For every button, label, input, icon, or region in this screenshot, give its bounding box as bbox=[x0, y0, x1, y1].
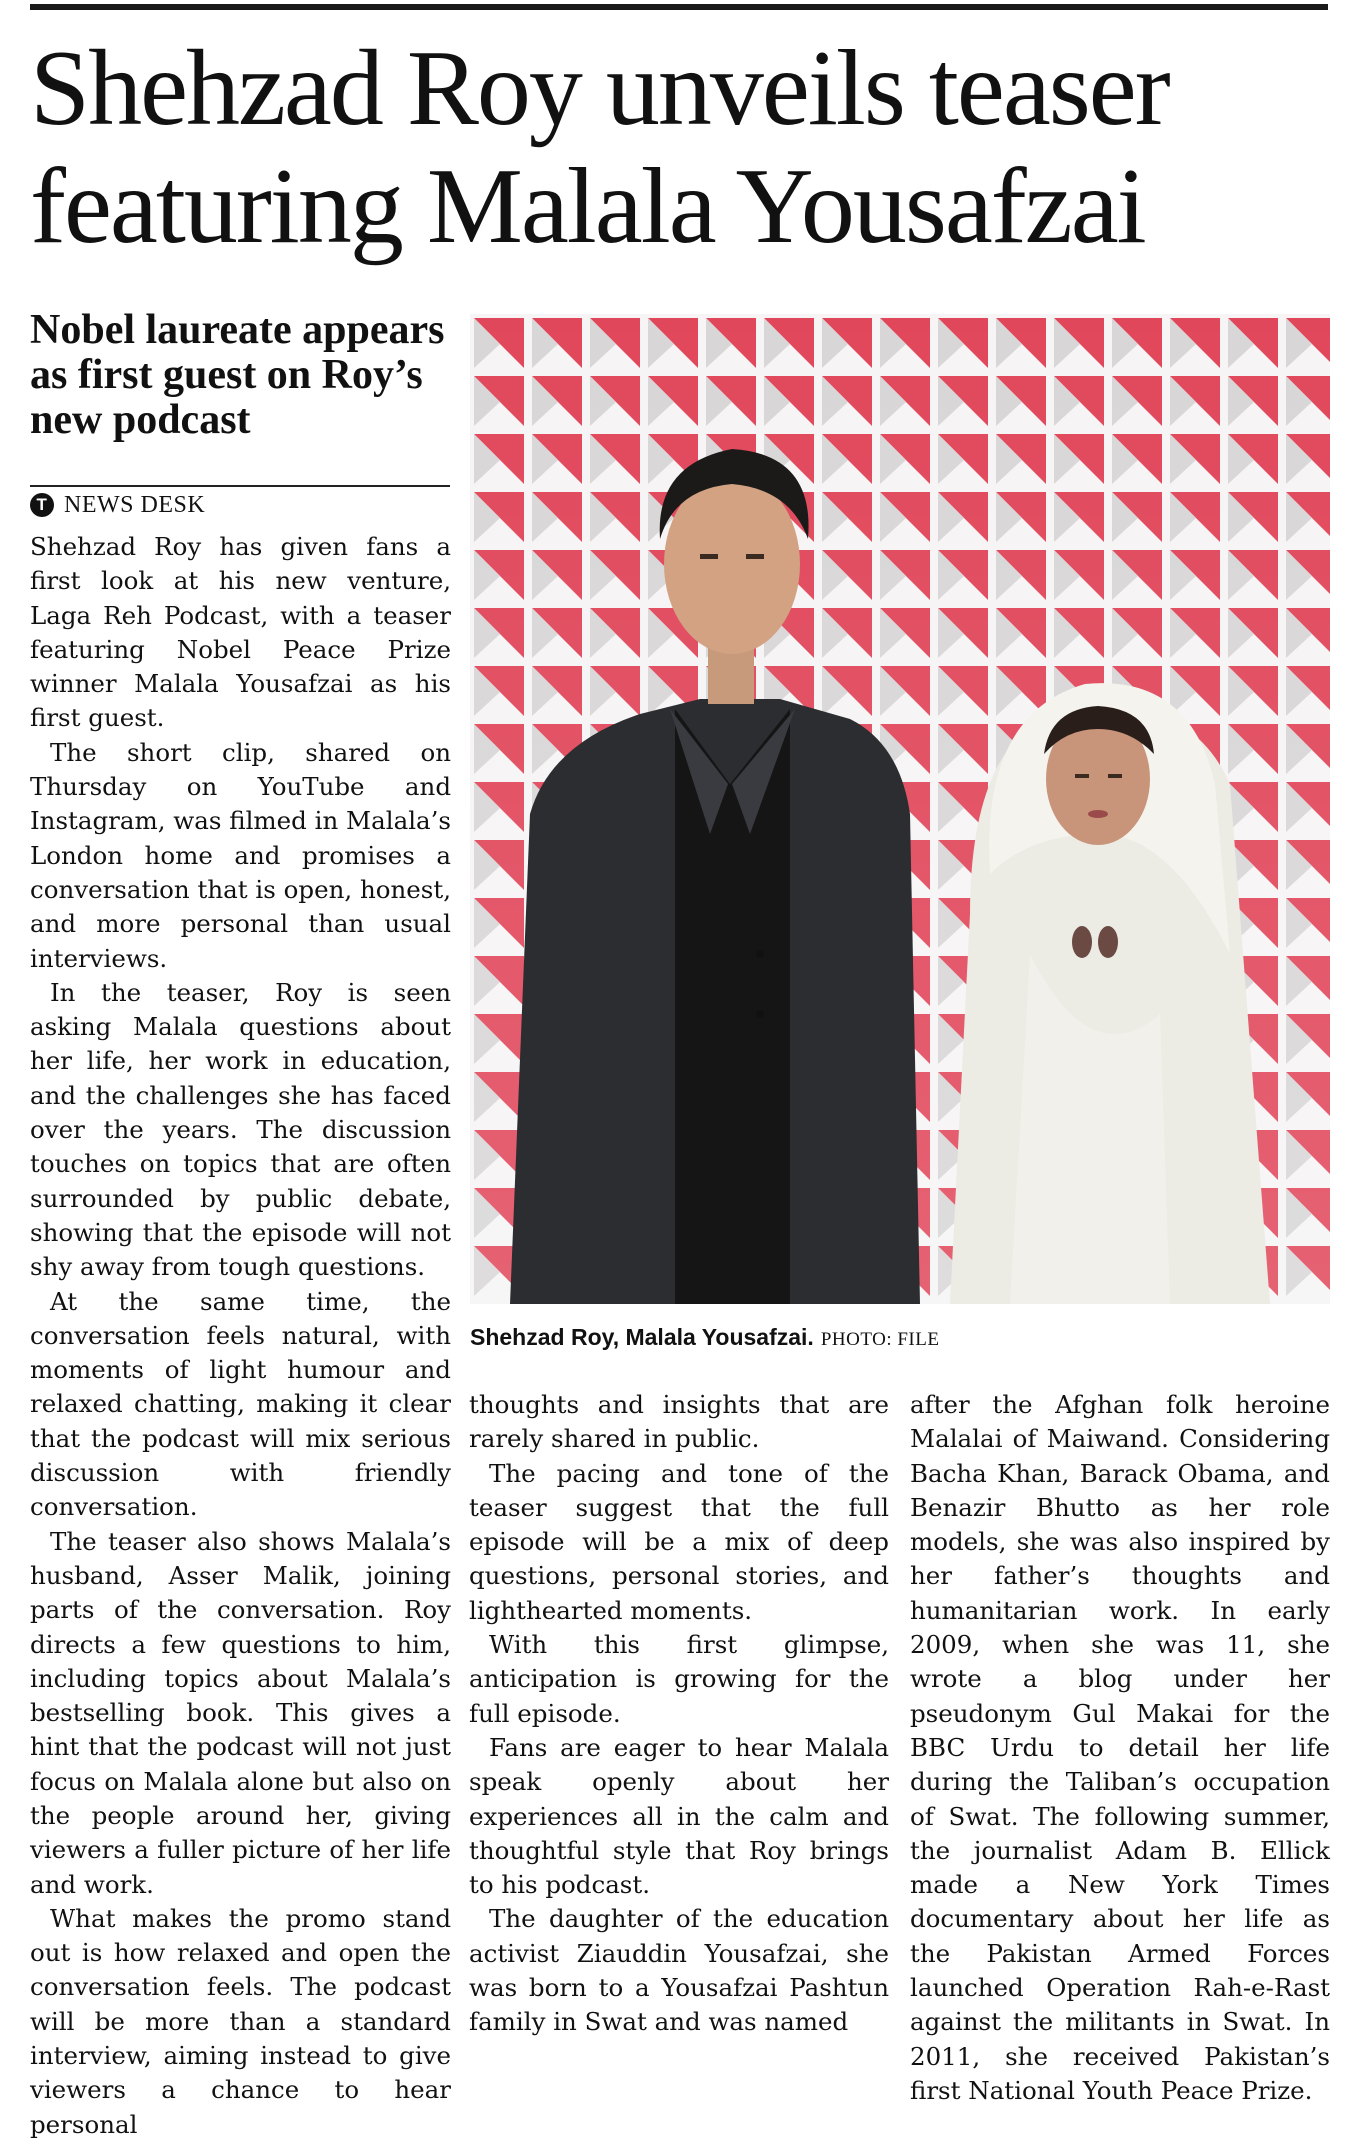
article-paragraph: The daughter of the education activist Ziauddin Yousafzai, she was born to a Yousafzai Pashtun family in Swat and was named bbox=[469, 1904, 889, 2037]
caption-names: Shehzad Roy, Malala Yousafzai. bbox=[470, 1324, 814, 1350]
photo-caption bbox=[470, 1320, 1330, 1354]
article-paragraph: The short clip, shared on Thursday on YouTube and Instagram, was filmed in Malala’s London home and promises a conversation that is open, honest, and more personal than usual interviews. bbox=[30, 737, 451, 973]
article-column-3 bbox=[910, 1388, 1330, 2105]
article-paragraph: thoughts and insights that are rarely shared in public. bbox=[469, 1390, 889, 1454]
article-paragraph: What makes the promo stand out is how relaxed and open the conversation feels. The podcast will be more than a standard interview, aiming instead to give viewers a chance to hear personal bbox=[30, 1903, 451, 2139]
woman-figure bbox=[950, 683, 1270, 1304]
article-column-2 bbox=[469, 1388, 889, 2037]
headline: Shehzad Roy unveils teaser featuring Malala Yousafzai bbox=[30, 29, 1169, 266]
article-paragraph: With this first glimpse, anticipation is growing for the full episode. bbox=[469, 1630, 889, 1728]
byline bbox=[30, 490, 450, 520]
article-photo bbox=[470, 314, 1330, 1304]
subhead: Nobel laureate appears as first guest on Roy’s new podcast bbox=[30, 307, 445, 443]
byline-text: NEWS DESK bbox=[64, 491, 206, 518]
article-paragraph: after the Afghan folk heroine Malalai of Maiwand. Considering Bacha Khan, Barack Obama, and Benazir Bhutto as her role models, she was also inspired by her father’s thoughts and humanitarian work. In early 2009, when she was 11, she wrote a blog under her pseudonym Gul Makai for the BBC Urdu to detail her life during the Taliban’s occupation of Swat. The following summer, the journalist Adam B. Ellick made a New York Times documentary about her life as the Pakistan Armed Forces launched Operation Rah-e-Rast against the militants in Swat. In 2011, she received Pakistan’s first National Youth Peace Prize. bbox=[910, 1390, 1330, 2105]
photo-illustration bbox=[470, 314, 1330, 1304]
article-paragraph: The pacing and tone of the teaser suggest that the full episode will be a mix of deep questions, personal stories, and lighthearted moments. bbox=[469, 1458, 889, 1625]
publication-logo-icon: T bbox=[30, 493, 54, 517]
article-paragraph: At the same time, the conversation feels natural, with moments of light humour and relaxed chatting, making it clear that the podcast will mix serious discussion with friendly conversation. bbox=[30, 1286, 451, 1522]
article-paragraph: Fans are eager to hear Malala speak openly about her experiences all in the calm and thoughtful style that Roy brings to his podcast. bbox=[469, 1732, 889, 1900]
byline-rule bbox=[30, 485, 450, 487]
article-paragraph: The teaser also shows Malala’s husband, Asser Malik, joining parts of the conversation. Roy directs a few questions to him, including topics about Malala’s bestselling book. This gives a hint that the podcast will not just focus on Malala alone but also on the people around her, giving viewers a fuller picture of her life and work. bbox=[30, 1526, 451, 1899]
article-paragraph: In the teaser, Roy is seen asking Malala questions about her life, her work in education, and the challenges she has faced over the years. The discussion touches on topics that are often surrounded by public debate, showing that the episode will not shy away from tough questions. bbox=[30, 977, 451, 1282]
top-rule bbox=[30, 4, 1328, 10]
photo-credit: PHOTO: FILE bbox=[820, 1329, 940, 1350]
article-paragraph: Shehzad Roy has given fans a first look at his new venture, Laga Reh Podcast, with a teaser featuring Nobel Peace Prize winner Malala Yousafzai as his first guest. bbox=[30, 532, 451, 733]
article-column-1 bbox=[30, 530, 451, 2139]
